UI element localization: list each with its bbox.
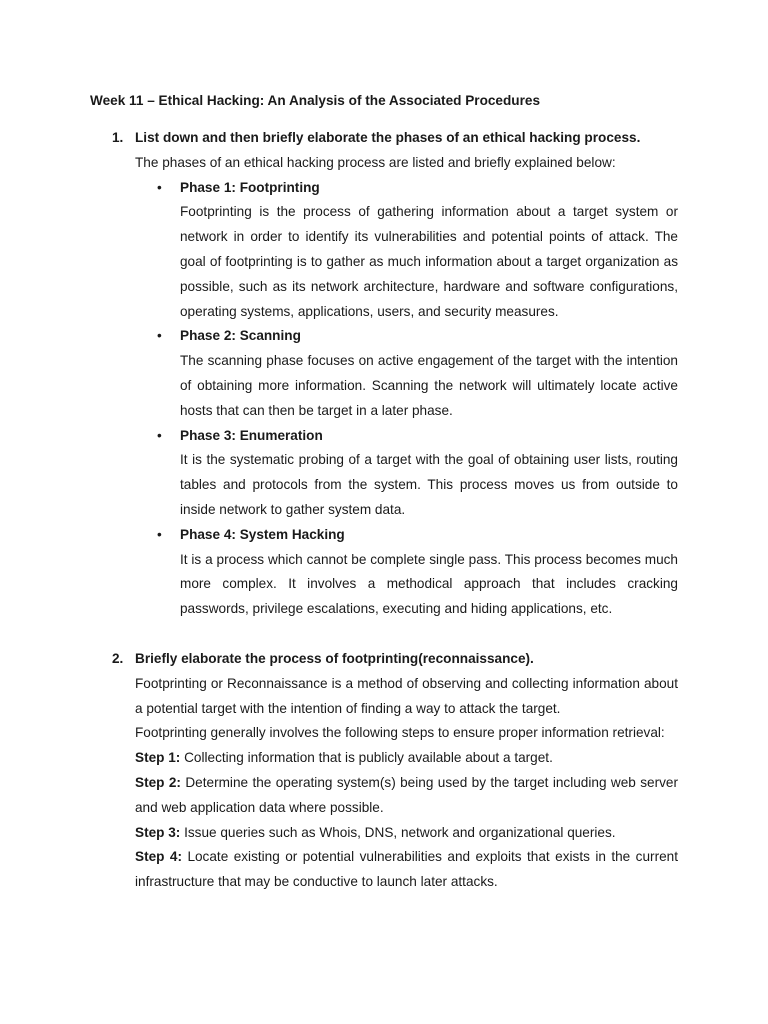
question-2-intro-2: Footprinting generally involves the following steps to ensure proper information retrieval:	[135, 725, 665, 741]
step-2	[135, 771, 678, 821]
step-1-text: Collecting information that is publicly available about a target.	[184, 750, 553, 766]
phase-1-title: Phase 1: Footprinting	[180, 179, 320, 195]
phase-4-text: It is a process which cannot be complete single pass. This process becomes much more complex. It involves a methodical approach that includes cracking passwords, privilege escalations, executing and hiding applications, etc.	[180, 551, 678, 617]
bullet-icon: •	[157, 328, 162, 344]
phase-1-text: Footprinting is the process of gathering information about a target system or network in order to identify its vulnerabilities and potential points of attack. The goal of footprinting is to gather as much information about a target organization as possible, such as its network architecture, hardware and software configurations, operating systems, applications, users, and security measures.	[180, 204, 678, 319]
question-2-heading: Briefly elaborate the process of footprinting(reconnaissance).	[135, 651, 534, 666]
bullet-icon: •	[157, 179, 162, 195]
step-3-text: Issue queries such as Whois, DNS, network and organizational queries.	[184, 824, 616, 840]
question-1-intro: The phases of an ethical hacking process are listed and briefly explained below:	[135, 154, 616, 170]
phase-3-title: Phase 3: Enumeration	[180, 427, 323, 443]
bullet-icon: •	[157, 427, 162, 443]
question-2-intro-1: Footprinting or Reconnaissance is a method of observing and collecting information about a potential target with the intention of finding a way to attack the target.	[135, 675, 678, 716]
step-3	[135, 821, 678, 846]
step-2-text: Determine the operating system(s) being used by the target including web server and web application data where possible.	[135, 774, 679, 815]
question-1-number: 1.	[112, 130, 124, 145]
step-3-label: Step 3:	[135, 824, 181, 840]
step-1-label: Step 1:	[135, 750, 181, 766]
phase-3	[135, 424, 678, 523]
phase-2	[135, 324, 678, 423]
phase-2-title: Phase 2: Scanning	[180, 328, 301, 344]
step-4-label: Step 4:	[135, 849, 182, 865]
question-2-body	[135, 672, 678, 895]
phase-4-title: Phase 4: System Hacking	[180, 526, 345, 542]
step-2-label: Step 2:	[135, 774, 181, 790]
document-title: Week 11 – Ethical Hacking: An Analysis of the Associated Procedures	[90, 93, 541, 108]
phase-3-text: It is the systematic probing of a target with the goal of obtaining user lists, routing tables and protocols from the system. This process moves us from outside to inside network to gather system data.	[180, 452, 678, 517]
step-1	[135, 746, 678, 771]
question-1-heading: List down and then briefly elaborate the phases of an ethical hacking process.	[135, 130, 641, 145]
step-4	[135, 845, 678, 895]
step-4-text: Locate existing or potential vulnerabilities and exploits that exists in the current infrastructure that may be conductive to launch later attacks.	[135, 849, 678, 890]
phase-2-text: The scanning phase focuses on active engagement of the target with the intention of obtaining more information. Scanning the network will ultimately locate active hosts that can then be target in a later phase.	[180, 353, 678, 418]
question-2-number: 2.	[112, 651, 124, 666]
question-1-body	[135, 151, 678, 622]
phase-4	[135, 523, 678, 622]
phase-1	[135, 176, 678, 325]
bullet-icon: •	[157, 526, 162, 542]
